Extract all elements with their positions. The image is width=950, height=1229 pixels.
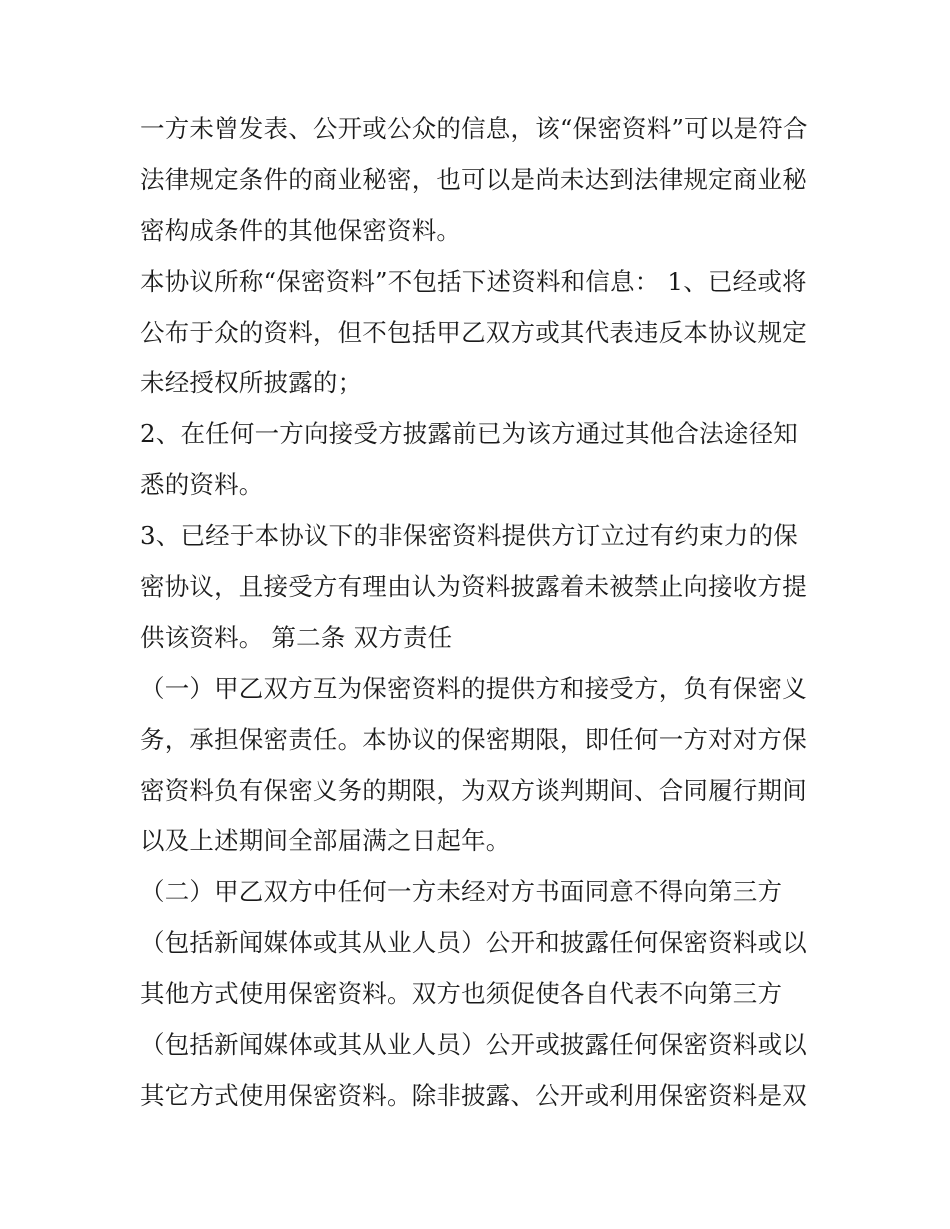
text-line: （包括新闻媒体或其从业人员）公开和披露任何保密资料或以 xyxy=(140,928,807,958)
text-line: 公布于众的资料，但不包括甲乙双方或其代表违反本协议规定 xyxy=(140,317,807,347)
text-line: 法律规定条件的商业秘密，也可以是尚未达到法律规定商业秘 xyxy=(140,164,807,194)
text-line: 悉的资料。 xyxy=(140,470,264,500)
text-line: 供该资料。 第二条 双方责任 xyxy=(140,622,453,652)
text-line: 密协议，且接受方有理由认为资料披露着未被禁止向接收方提 xyxy=(140,572,807,602)
text-line: 2、在任何一方向接受方披露前已为该方通过其他合法途径知 xyxy=(140,419,798,449)
text-line: 一方未曾发表、公开或公众的信息，该“保密资料”可以是符合 xyxy=(140,114,808,143)
text-line: 密构成条件的其他保密资料。 xyxy=(140,215,462,245)
document-body xyxy=(140,104,820,1122)
text-line: 本协议所称“保密资料”不包括下述资料和信息： 1、已经或将 xyxy=(140,266,807,296)
text-line: （包括新闻媒体或其从业人员）公开或披露任何保密资料或以 xyxy=(140,1030,807,1060)
text-line: 未经授权所披露的； xyxy=(140,368,363,398)
text-line: 其他方式使用保密资料。双方也须促使各自代表不向第三方 xyxy=(140,979,783,1009)
text-line: （二）甲乙双方中任何一方未经对方书面同意不得向第三方 xyxy=(140,877,783,907)
text-line: 务，承担保密责任。本协议的保密期限，即任何一方对对方保 xyxy=(140,724,807,754)
text-line: 密资料负有保密义务的期限，为双方谈判期间、合同履行期间 xyxy=(140,775,807,805)
text-line: （一）甲乙双方互为保密资料的提供方和接受方，负有保密义 xyxy=(140,673,807,703)
text-line: 3、已经于本协议下的非保密资料提供方订立过有约束力的保 xyxy=(140,521,798,551)
text-line: 以及上述期间全部届满之日起年。 xyxy=(140,826,511,856)
text-line: 其它方式使用保密资料。除非披露、公开或利用保密资料是双 xyxy=(140,1080,807,1110)
